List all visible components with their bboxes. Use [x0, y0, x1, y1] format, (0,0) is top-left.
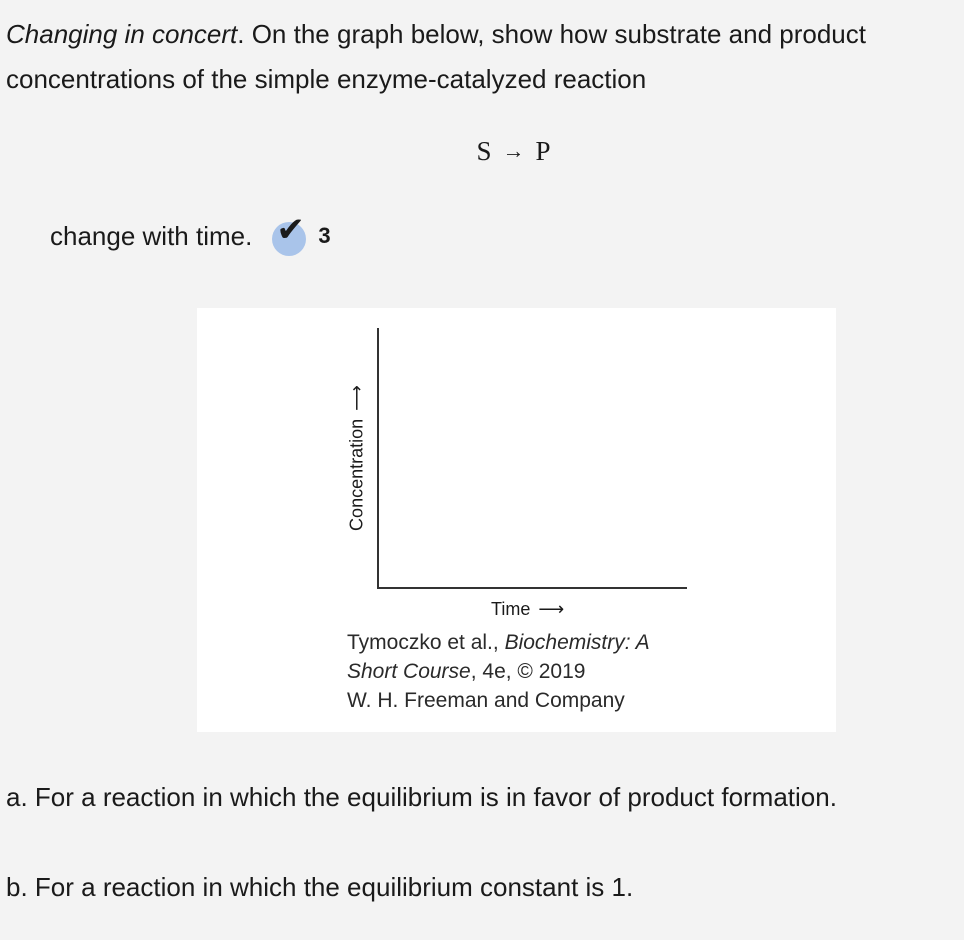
substrate-symbol: S: [476, 136, 493, 166]
question-b: b. For a reaction in which the equilibrium constant is 1.: [6, 872, 634, 902]
credit-book-title-1: Biochemistry: A: [504, 631, 650, 654]
question-a: a. For a reaction in which the equilibrium is in favor of product formation.: [6, 782, 837, 812]
product-symbol: P: [535, 136, 552, 166]
answer-status: [272, 210, 308, 254]
change-line: [50, 210, 331, 259]
y-axis-arrow-icon: ⟶: [346, 385, 367, 411]
credit-publisher: W. H. Freeman and Company: [347, 689, 625, 712]
problem-title: Changing in concert: [6, 19, 238, 49]
x-axis-arrow-icon: ⟶: [538, 599, 565, 619]
checkmark-icon: ✔: [276, 210, 305, 250]
y-axis-label: Concentration⟶: [346, 385, 367, 531]
concentration-time-graph[interactable]: [197, 308, 836, 732]
figure-credit: [347, 628, 650, 715]
change-text: change with time.: [50, 220, 253, 251]
credit-edition: , 4e, © 2019: [470, 660, 586, 683]
reaction-equation: [0, 136, 964, 167]
y-axis-line: [377, 328, 379, 588]
credit-authors: Tymoczko et al.,: [347, 631, 505, 654]
x-axis-line: [377, 587, 687, 589]
reaction-arrow-icon: →: [502, 138, 526, 163]
credit-book-title-2: Short Course: [347, 660, 471, 683]
x-axis-label: Time ⟶: [491, 599, 565, 619]
problem-intro: [6, 12, 946, 102]
score-badge: 3: [318, 223, 331, 248]
problem-text: . On the graph below, show how substrate and product concentrations of the simple enzyme-catalyzed reaction: [6, 19, 866, 94]
